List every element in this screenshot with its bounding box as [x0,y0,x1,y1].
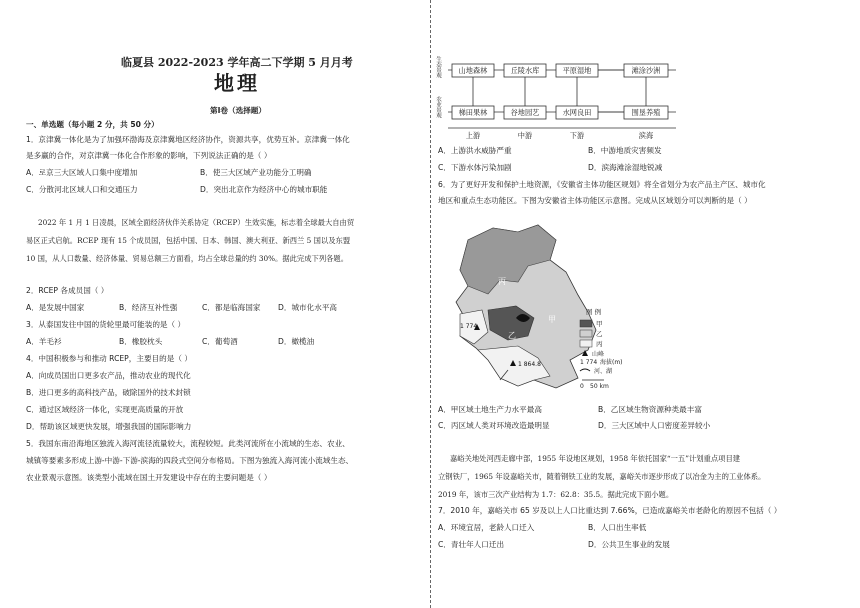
q2-option-b: B．经济互补性强 [119,303,178,312]
agri-box-1: 梯田果林 [458,108,488,117]
q4-option-d: D．帮助该区域更快发展，增强我国的国际影响力 [26,422,192,431]
q5-option-a: A．上游洪水威胁严重 [438,146,512,155]
legend-swatch-bing [580,340,592,347]
legend-label-bing: 丙 [596,340,603,348]
q1-stem-line2: 是多赢的合作，对京津冀一体化合作形象的影响，下列说法正确的是（ ） [26,151,272,160]
passage1-line2: 易区正式启航。RCEP 现有 15 个成员国，包括中国、日本、韩国、澳大利亚、新西兰 5 国以及东盟 [26,236,351,245]
legend-peak-value: 1 774 [580,359,598,366]
part-title: 第Ⅰ卷（选择题） [210,106,266,115]
legend-peak-label: 山峰 [592,351,605,358]
agri-box-3: 水网良田 [562,108,592,117]
legend-swatch-jia [580,320,592,327]
section-heading: 一、单选题（每小题 2 分，共 50 分） [26,120,159,129]
q6-stem-line2: 地区和重点生态功能区。下图为安徽省主体功能区示意图。完成从区域划分可以判断的是（ ） [438,196,752,205]
q1-option-a: A．로京三大区域人口集中度增加 [26,168,138,177]
q7-option-c: C．青壮年人口迁出 [438,540,505,549]
q6-stem-line1: 6．为了更好开发和保护土地资源，《安徽省主体功能区规划》将全省划分为农产品主产区、城市化 [438,180,766,189]
q5-option-d: D．滨海滩涂湿地锐减 [588,163,663,172]
region-mark-yi: 乙 [508,331,516,340]
anhui-function-map [438,210,698,400]
q3-option-a: A．羊毛衫 [26,337,62,346]
subject-title: 地理 [214,71,260,95]
legend-elev-label: 海拔(m) [600,359,623,366]
legend-title: 图 例 [586,308,602,316]
eco-box-3: 平原湿地 [562,66,592,75]
q7-option-d: D．公共卫生事业的发展 [588,540,670,549]
passage1-line3: 10 国，从人口数量、经济体量、贸易总额三方面看，均占全球总量的约 30%。据此完成下列各题。 [26,254,349,263]
q5-option-c: C．下游水体污染加剧 [438,163,512,172]
q1-option-d: D．突出北京作为经济中心的城市职能 [200,185,328,194]
stage-upper: 上游 [465,131,481,140]
q7-option-a: A．环境宜居，老龄人口迁入 [438,523,535,532]
region-mark-bing: 丙 [498,277,506,286]
passage1-line1: 2022 年 1 月 1 日凌晨，区域全面经济伙伴关系协定（RCEP）生效实施，标志着全球最大自由贸 [38,218,355,227]
q5-stem-line2: 城镇等要素多形成上游-中游-下游-滨海的四段式空间分布格局。下图为独流入海河流小流域生态、 [26,456,354,465]
column-divider [430,0,431,608]
region-mark-jia: 甲 [548,315,556,324]
landscape-diagram [436,48,676,144]
peak-label-2: 1 864.8 [518,361,541,368]
q2-option-d: D．城市化水平高 [278,303,338,312]
q3-option-c: C．葡萄酒 [202,337,238,346]
scale-label: 50 km [590,383,609,390]
legend-label-yi: 乙 [596,330,603,338]
q4-stem: 4．中国积极参与和推动 RCEP，主要目的是（ ） [26,354,192,363]
q2-option-a: A．是发展中国家 [26,303,85,312]
agri-box-4: 围垦养殖 [631,108,661,117]
peak-label-1: 1 774 [460,323,478,330]
stage-middle: 中游 [517,131,533,140]
stage-lower: 下游 [569,131,585,140]
q3-option-d: D．橄榄油 [278,337,315,346]
legend-label-jia: 甲 [596,320,603,328]
stage-coast: 滨海 [638,131,654,140]
agri-row-label: 农业景观 [435,96,441,119]
q1-option-b: B．使三大区域产业功能分工明确 [200,168,312,177]
passage2-line3: 2019 年，该市三次产业结构为 1.7：62.8：35.5。据此完成下面小题。 [438,490,674,499]
eco-box-1: 山地森林 [458,66,488,75]
q6-option-b: B．乙区域生物资源种类最丰富 [598,405,702,414]
q2-stem: 2．RCEP 各成员国（ ） [26,286,109,295]
q7-stem: 7．2010 年，嘉峪关市 65 岁及以上人口比重达到 7.66%，已造成嘉峪关市老龄化的原因不包括（ ） [438,506,782,515]
q4-option-a: A．向成员国出口更多农产品，推动农业的现代化 [26,371,191,380]
legend-river-label: 河、湖 [594,368,613,375]
agri-box-2: 谷地园艺 [510,108,540,117]
exam-title: 临夏县 2022-2023 学年高二下学期 5 月月考 [121,56,353,69]
scale-zero: 0 [580,383,584,390]
q2-option-c: C．都是临海国家 [202,303,261,312]
q5-stem-line3: 农业景观示意图。该类型小流域在国土开发建设中存在的主要问题是（ ） [26,473,272,482]
q3-stem: 3．从泰国发往中国的货轮里最可能装的是（ ） [26,320,186,329]
q6-option-a: A．甲区域土地生产力水平最高 [438,405,542,414]
q6-option-c: C．丙区域人类对环境改造最明显 [438,421,550,430]
q4-option-b: B．进口更多的高科技产品，破除国外的技术封锁 [26,388,191,397]
legend-swatch-yi [580,330,592,337]
q5-option-b: B．中游地质灾害频发 [588,146,662,155]
q1-option-c: C．分散河北区域人口和交通压力 [26,185,138,194]
q6-option-d: D．三大区域中人口密度差异较小 [598,421,711,430]
eco-box-4: 滩涂沙洲 [631,66,661,75]
q5-stem-line1: 5．我国东南沿海地区独流入海河流径流量较大，流程较短。此类河流所在小流域的生态、农业、 [26,439,350,448]
eco-box-2: 丘陵水库 [510,66,540,75]
passage2-line2: 立钢铁厂，1965 年设嘉峪关市，随着钢铁工业的发展，嘉峪关市逐步形成了以冶金为主的工业体系。 [438,472,766,481]
q1-stem-line1: 1．京津冀一体化是为了加强环渤海及京津冀地区经济协作，资源共享，优势互补。京津冀一体化 [26,135,350,144]
passage2-line1: 嘉峪关地处河西走廊中部，1955 年设地区规划，1958 年依托国家“一五”计划重点项目建 [450,454,741,463]
legend-river-icon [580,369,590,371]
eco-row-label: 生态景观 [435,56,441,79]
q4-option-c: C．通过区域经济一体化，实现更高质量的开放 [26,405,184,414]
q3-option-b: B．橡胶枕头 [119,337,163,346]
q7-option-b: B．人口出生率低 [588,523,647,532]
